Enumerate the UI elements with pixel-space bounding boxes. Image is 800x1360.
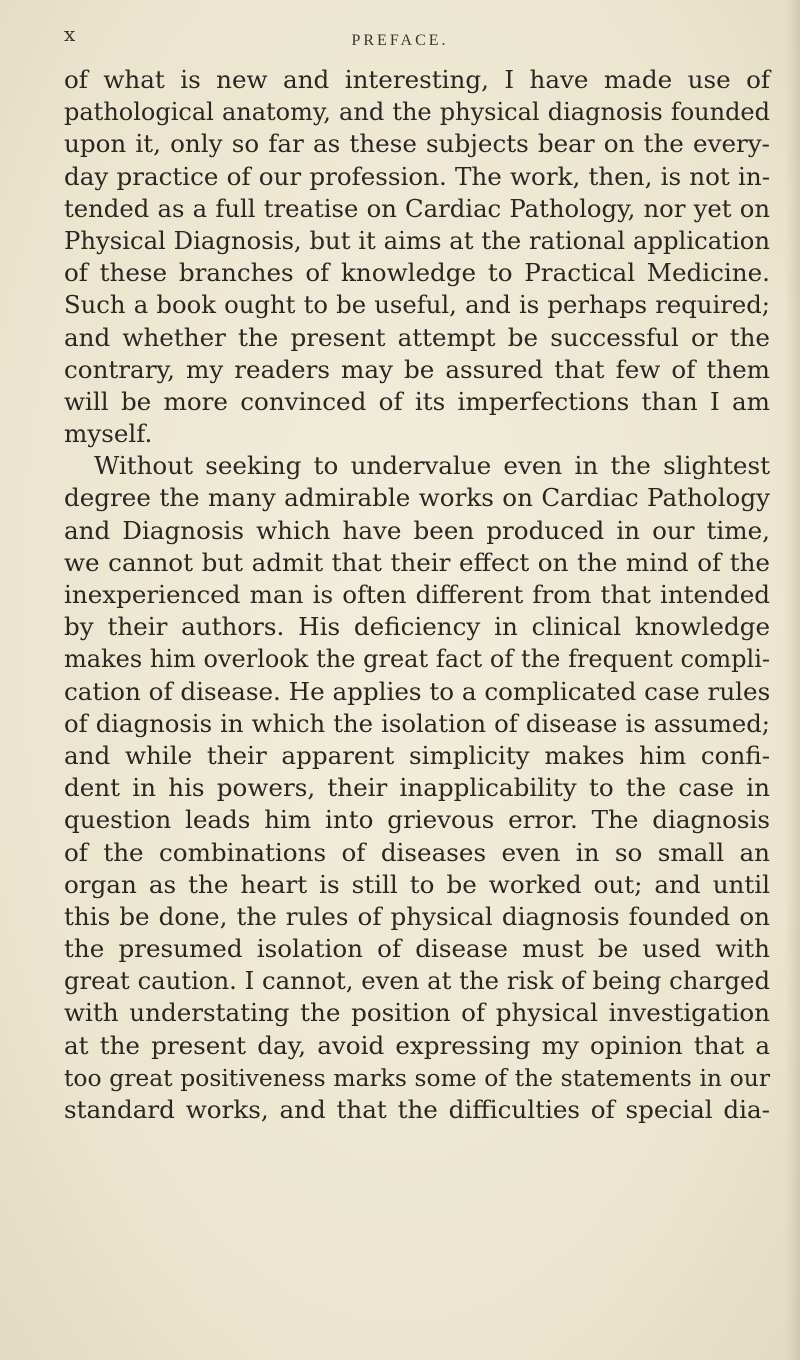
text-line: with understating the position of physical investigation (64, 998, 770, 1028)
text-line: dent in his powers, their inapplicability to the case in (64, 773, 770, 803)
text-line: question leads him into grievous error. The diagnosis (64, 805, 770, 835)
text-line: degree the many admirable works on Cardiac Pathology (64, 483, 770, 513)
text-line: of the combinations of diseases even in so small an (64, 837, 770, 867)
text-line: and Diagnosis which have been produced in our time, (64, 515, 770, 545)
text-line: makes him overlook the great fact of the frequent compli- (64, 645, 770, 674)
text-line: the presumed isolation of disease must be used with (64, 934, 770, 964)
text-line: and whether the present attempt be successful or the (64, 322, 770, 352)
text-line: cation of disease. He applies to a complicated case rules (64, 676, 771, 706)
text-line: Such a book ought to be useful, and is perhaps required; (64, 290, 770, 320)
text-line: upon it, only so far as these subjects bear on the every- (64, 129, 770, 159)
text-line: this be done, the rules of physical diagnosis founded on (64, 901, 770, 931)
text-line: will be more convinced of its imperfections than I am (64, 386, 770, 416)
text-line: we cannot but admit that their effect on the mind of the (64, 547, 770, 577)
text-line: and while their apparent simplicity makes him confi- (64, 740, 770, 770)
text-line: day practice of our profession. The work, then, is not in- (64, 161, 770, 191)
text-line: contrary, my readers may be assured that few of them (64, 354, 770, 384)
text-line: myself. (64, 419, 153, 449)
text-line: standard works, and that the difficulties of special dia- (64, 1095, 770, 1124)
text-line: by their authors. His deficiency in clinical knowledge (64, 612, 770, 642)
page-number: x (64, 22, 77, 46)
text-line: Without seeking to undervalue even in the slightest (94, 451, 770, 481)
text-line: organ as the heart is still to be worked out; and until (64, 869, 770, 899)
text-line: pathological anatomy, and the physical diagnosis founded (64, 98, 770, 127)
text-line: at the present day, avoid expressing my opinion that a (64, 1030, 770, 1060)
body-text (64, 64, 770, 1126)
text-line: inexperienced man is often different from that intended (64, 580, 770, 609)
text-line: of these branches of knowledge to Practical Medicine. (64, 258, 770, 288)
page-edge-shadow (786, 0, 800, 1360)
running-head: PREFACE. (351, 32, 449, 49)
text-line: Physical Diagnosis, but it aims at the rational application (64, 225, 770, 255)
text-line: of diagnosis in which the isolation of disease is assumed; (64, 708, 770, 738)
text-line: of what is new and interesting, I have made use of (64, 65, 770, 94)
text-line: great caution. I cannot, even at the risk of being charged (64, 966, 770, 996)
text-line: too great positiveness marks some of the statements in our (64, 1063, 770, 1092)
text-line: tended as a full treatise on Cardiac Pathology, nor yet on (64, 193, 770, 223)
